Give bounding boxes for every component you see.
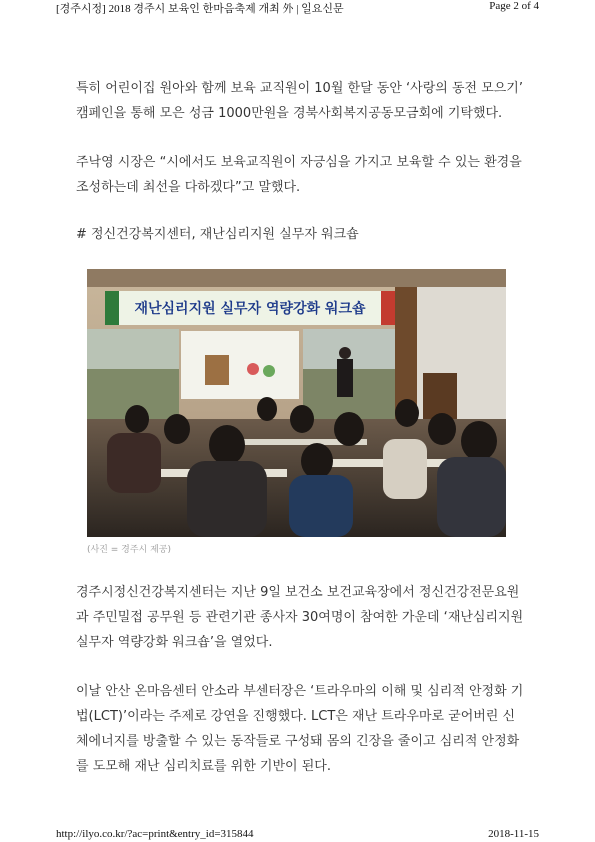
page-footer xyxy=(56,828,539,842)
footer-url[interactable]: http://ilyo.co.kr/?ac=print&entry_id=315844 xyxy=(56,828,254,840)
paragraph-workshop: 경주시정신건강복지센터는 지난 9일 보건소 보건교육장에서 정신건강전문요원과 주민밀접 공무원 등 관련기관 종사자 30여명이 참여한 가운데 ‘재난심리지원 실무자 역량강화 워크숍’을 열었다. xyxy=(76,585,524,650)
paragraph-lecture: 이날 안산 온마음센터 안소라 부센터장은 ‘트라우마의 이해 및 심리적 안정화 기법(LCT)’이라는 주제로 강연을 진행했다. LCT은 재난 트라우마로 굳어버린 신체에너지를 방출할 수 있는 동작들로 구성돼 몸의 긴장을 줄이고 심리적 안정화를 도모해 재난 심리치료를 위한 기반이 된다. xyxy=(76,684,524,774)
footer-date: 2018-11-15 xyxy=(488,828,539,840)
banner-text: 재난심리지원 실무자 역량강화 워크숍 xyxy=(134,301,366,317)
section-heading: # 정신건강복지센터, 재난심리지원 실무자 워크숍 xyxy=(76,227,359,242)
header-title: [경주시정] 2018 경주시 보육인 한마음축제 개최 外 | 일요신문 xyxy=(56,3,344,15)
header-page-number: Page 2 of 4 xyxy=(489,0,539,12)
page-header xyxy=(56,0,539,14)
workshop-photo xyxy=(87,269,506,537)
photo-caption: (사진 = 경주시 제공) xyxy=(87,545,172,555)
paragraph-donation: 특히 어린이집 원아와 함께 보육 교직원이 10월 한달 동안 ‘사랑의 동전 모으기’ 캠페인을 통해 모은 성금 1000만원을 경북사회복지공동모금회에 기탁했다. xyxy=(76,81,524,121)
paragraph-mayor-quote: 주낙영 시장은 “시에서도 보육교직원이 자긍심을 가지고 보육할 수 있는 환경을 조성하는데 최선을 다하겠다”고 말했다. xyxy=(76,155,522,195)
workshop-photo-illustration xyxy=(87,269,506,537)
